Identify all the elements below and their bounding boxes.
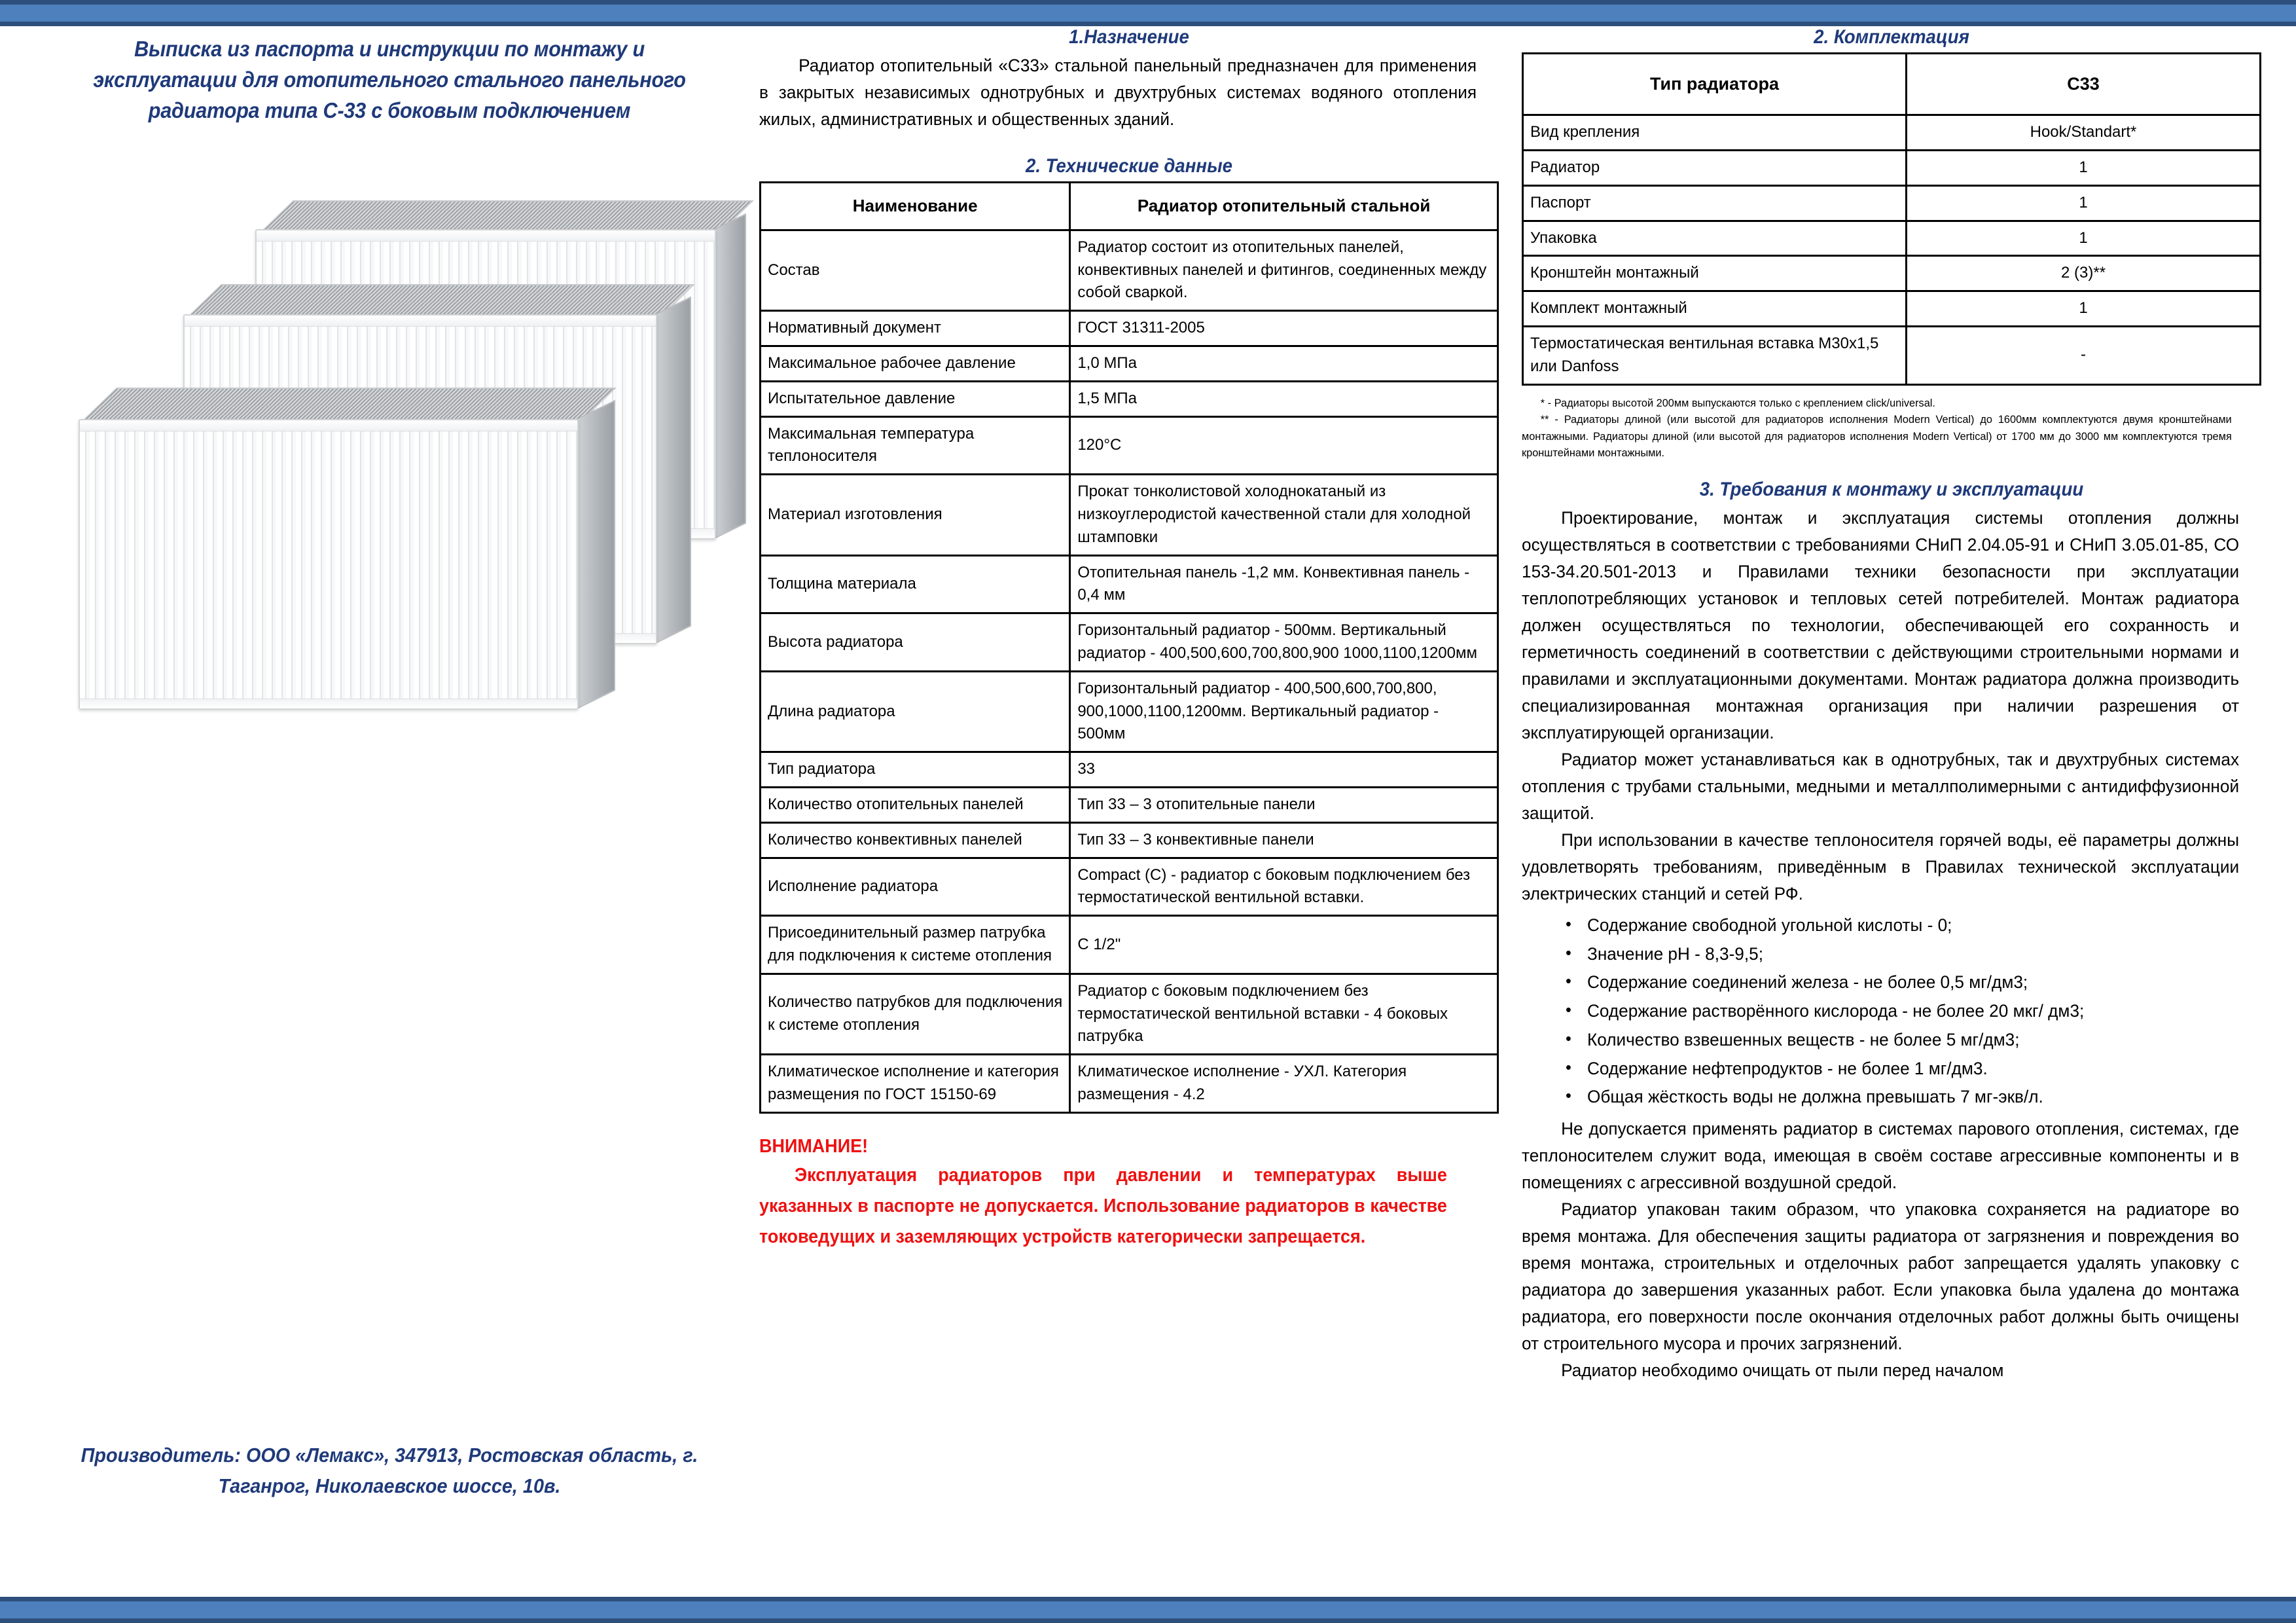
- list-item: • Общая жёсткость воды не должна превышать 7 мг-экв/л.: [1587, 1083, 2241, 1112]
- section-3-heading: 3. Требования к монтажу и эксплуатации: [1699, 478, 2084, 500]
- table-row: [761, 555, 1498, 613]
- table-row: [1523, 256, 2261, 291]
- tech-param-value: Прокат тонколистовой холоднокатаный из низкоуглеродистой качественной стали для холодной штамповки: [1070, 475, 1498, 555]
- footnote: * - Радиаторы высотой 200мм выпускаются только с креплением click/universal.: [1540, 396, 1935, 409]
- tech-param-name: Максимальная температура теплоносителя: [761, 416, 1070, 475]
- table-row: [761, 230, 1498, 310]
- tech-param-value: 33: [1070, 752, 1498, 788]
- table-row: [761, 787, 1498, 822]
- tech-param-name: Количество патрубков для подключения к системе отопления: [761, 974, 1070, 1054]
- kit-item-value: 1: [1907, 221, 2261, 256]
- body-paragraph: Радиатор упакован таким образом, что упаковка сохраняется на радиаторе во время монтажа. Для обеспечения защиты радиатора от загрязнения и повреждения во время монтажа, строительных и отделочных работ запрещается удалять упаковку с радиатора до завершения указанных работ. Если упаковка была удалена до монтажа радиатора, его поверхности после окончания отделочных работ должны быть очищены от строительного мусора и прочих загрязнений.: [1522, 1199, 2240, 1354]
- column-header-name: Наименование: [761, 183, 1070, 230]
- table-row: [761, 311, 1498, 346]
- tech-param-value: Горизонтальный радиатор - 400,500,600,700,800, 900,1000,1100,1200мм. Вертикальный радиатор - 500мм: [1070, 671, 1498, 752]
- table-row: [761, 416, 1498, 475]
- manufacturer-info: Производитель: ООО «Лемакс», 347913, Ростовская область, г. Таганрог, Николаевское шоссе, 10в.: [81, 1444, 698, 1497]
- complectation-footnotes: [1522, 395, 2232, 462]
- radiator-side-panel: [713, 213, 746, 539]
- kit-item-name: Радиатор: [1523, 150, 1907, 185]
- column-header-radiator-type: Тип радиатора: [1523, 54, 1907, 115]
- kit-item-name: Комплект монтажный: [1523, 291, 1907, 327]
- kit-item-value: 2 (3)**: [1907, 256, 2261, 291]
- bottom-bar-edge-lower: [0, 1618, 2296, 1623]
- list-item: • Количество взвешенных веществ - не более 5 мг/дм3;: [1587, 1026, 2241, 1055]
- table-row: [761, 613, 1498, 672]
- table-row: [1523, 115, 2261, 151]
- section-2-tech-heading: 2. Технические данные: [1025, 155, 1233, 177]
- body-paragraph: При использовании в качестве теплоносителя горячей воды, её параметры должны удовлетворять требованиям, приведённым в Правилах технической эксплуатации электрических станций и сетей РФ.: [1522, 830, 2240, 903]
- table-row: [761, 475, 1498, 555]
- list-item: • Содержание растворённого кислорода - не более 20 мкг/ дм3;: [1587, 997, 2241, 1026]
- table-row: [761, 858, 1498, 916]
- tech-param-value: 1,5 МПа: [1070, 381, 1498, 416]
- technical-data-table: [759, 181, 1499, 1114]
- tech-param-value: Горизонтальный радиатор - 500мм. Вертикальный радиатор - 400,500,600,700,800,900 1000,1100,1200мм: [1070, 613, 1498, 672]
- list-item: • Значение рН - 8,3-9,5;: [1587, 940, 2241, 969]
- kit-item-name: Упаковка: [1523, 221, 1907, 256]
- footnote: ** - Радиаторы длиной (или высотой для радиаторов исполнения Modern Vertical) до 1600мм комплектуются двумя кронштейнами монтажными. Радиаторы длиной (или высотой для радиаторов исполнения Modern Vertical) от 1700 мм до 3000 мм комплектуются тремя кронштейнами монтажными.: [1522, 413, 2232, 460]
- kit-item-name: Термостатическая вентильная вставка М30х1,5 или Danfoss: [1523, 326, 1907, 384]
- kit-item-name: Кронштейн монтажный: [1523, 256, 1907, 291]
- tech-param-name: Количество конвективных панелей: [761, 822, 1070, 858]
- page-title: Выписка из паспорта и инструкции по монтажу и эксплуатации для отопительного стального панельного радиатора типа С-33 с боковым подключением: [93, 37, 686, 122]
- table-row: [761, 974, 1498, 1054]
- table-row: [761, 1055, 1498, 1113]
- tech-param-value: 1,0 МПа: [1070, 346, 1498, 381]
- tech-param-value: Тип 33 – 3 отопительные панели: [1070, 787, 1498, 822]
- table-row: [761, 671, 1498, 752]
- body-paragraph: Радиатор необходимо очищать от пыли перед началом: [1561, 1360, 2004, 1381]
- radiator-side-panel: [655, 297, 691, 644]
- tech-param-name: Присоединительный размер патрубка для подключения к системе отопления: [761, 916, 1070, 974]
- tech-param-name: Климатическое исполнение и категория размещения по ГОСТ 15150-69: [761, 1055, 1070, 1113]
- tech-param-value: Отопительная панель -1,2 мм. Конвективная панель - 0,4 мм: [1070, 555, 1498, 613]
- tech-param-value: 120°С: [1070, 416, 1498, 475]
- top-bar-edge-upper: [0, 0, 2296, 5]
- column-header-c33: С33: [1907, 54, 2261, 115]
- tech-param-value: Радиатор с боковым подключением без термостатической вентильной вставки - 4 боковых патрубка: [1070, 974, 1498, 1054]
- body-paragraph: Радиатор может устанавливаться как в однотрубных, так и двухтрубных системах отопления с трубами стальными, медными и металлполимерными с антидиффузионной защитой.: [1522, 749, 2240, 823]
- table-row: [1523, 221, 2261, 256]
- table-row: [1523, 150, 2261, 185]
- table-row: [761, 916, 1498, 974]
- bottom-decorative-bar: [0, 1597, 2296, 1623]
- list-item: • Содержание нефтепродуктов - не более 1 мг/дм3.: [1587, 1055, 2241, 1084]
- tech-param-name: Высота радиатора: [761, 613, 1070, 672]
- tech-param-name: Количество отопительных панелей: [761, 787, 1070, 822]
- table-header-row: [761, 183, 1498, 230]
- body-paragraph: Не допускается применять радиатор в системах парового отопления, системах, где теплоносителем служит вода, имеющая в своём составе агрессивные компоненты и в помещениях с агрессивной воздушной средой.: [1522, 1119, 2240, 1193]
- warning-title: ВНИМАНИЕ!: [759, 1135, 869, 1157]
- column-header-value: Радиатор отопительный стальной: [1070, 183, 1498, 230]
- radiator-side-panel: [576, 400, 615, 710]
- section-1-heading: 1.Назначение: [1069, 26, 1189, 48]
- tech-param-name: Состав: [761, 230, 1070, 310]
- top-bar-edge-lower: [0, 22, 2296, 26]
- table-row: [761, 346, 1498, 381]
- tech-param-name: Нормативный документ: [761, 311, 1070, 346]
- complectation-table: [1522, 52, 2261, 386]
- kit-item-name: Вид крепления: [1523, 115, 1907, 151]
- middle-column: [759, 26, 1499, 1252]
- table-header-row: [1523, 54, 2261, 115]
- table-row: [1523, 291, 2261, 327]
- kit-item-value: -: [1907, 326, 2261, 384]
- warning-body: Эксплуатация радиаторов при давлении и температурах выше указанных в паспорте не допускается. Использование радиаторов в качестве токоведущих и заземляющих устройств категорически запрещается.: [759, 1164, 1447, 1247]
- radiator-panel-front: [79, 419, 576, 707]
- body-paragraph: Проектирование, монтаж и эксплуатация системы отопления должны осуществляться в соответствии с требованиями СНиП 2.04.05-91 и СНиП 3.05.01-85, СО 153-34.20.501-2013 и Правилами техники безопасности при эксплуатации теплопотребляющих установок и тепловых сетей потребителей. Монтаж радиатора должен осуществляться по технологии, обеспечивающей его сохранность и герметичность соединений в соответствии с действующими строительными нормами и правилами и эксплуатационными документами. Монтаж радиатора должна производить специализированная монтажная организация при наличии разрешения от эксплуатирующей организации.: [1522, 507, 2240, 742]
- kit-item-value: 1: [1907, 185, 2261, 221]
- tech-param-name: Длина радиатора: [761, 671, 1070, 752]
- list-item: • Содержание свободной угольной кислоты - 0;: [1587, 911, 2241, 940]
- kit-item-value: 1: [1907, 150, 2261, 185]
- tech-param-value: Радиатор состоит из отопительных панелей, конвективных панелей и фитингов, соединенных между собой сваркой.: [1070, 230, 1498, 310]
- section-2-kit-heading: 2. Комплектация: [1814, 26, 1969, 48]
- table-row: [1523, 185, 2261, 221]
- tech-param-name: Толщина материала: [761, 555, 1070, 613]
- right-column: [1522, 26, 2261, 1384]
- section-3-paragraphs: [1522, 505, 2261, 907]
- top-bar-band: [0, 5, 2296, 22]
- section-3-paragraphs-continued: [1522, 1116, 2261, 1384]
- table-row: [1523, 326, 2261, 384]
- section-1-body: Радиатор отопительный «С33» стальной панельный предназначен для применения в закрытых независимых однотрубных и двухтрубных системах водяного отопления жилых, административных и общественных зданий.: [759, 56, 1477, 130]
- tech-param-name: Тип радиатора: [761, 752, 1070, 788]
- kit-item-value: Hook/Standart*: [1907, 115, 2261, 151]
- top-decorative-bar: [0, 0, 2296, 26]
- table-row: [761, 752, 1498, 788]
- tech-param-value: Тип 33 – 3 конвективные панели: [1070, 822, 1498, 858]
- bottom-bar-edge-upper: [0, 1597, 2296, 1601]
- tech-param-name: Максимальное рабочее давление: [761, 346, 1070, 381]
- tech-param-name: Исполнение радиатора: [761, 858, 1070, 916]
- tech-param-value: Климатическое исполнение - УХЛ. Категория размещения - 4.2: [1070, 1055, 1498, 1113]
- tech-param-value: ГОСТ 31311-2005: [1070, 311, 1498, 346]
- kit-item-name: Паспорт: [1523, 185, 1907, 221]
- tech-param-name: Материал изготовления: [761, 475, 1070, 555]
- page-content: [0, 26, 2296, 1591]
- warning-block: [759, 1136, 1499, 1252]
- bottom-bar-band: [0, 1601, 2296, 1618]
- left-column: [39, 26, 740, 126]
- table-row: [761, 381, 1498, 416]
- tech-param-name: Испытательное давление: [761, 381, 1070, 416]
- list-item: • Содержание соединений железа - не более 0,5 мг/дм3;: [1587, 968, 2241, 997]
- table-row: [761, 822, 1498, 858]
- kit-item-value: 1: [1907, 291, 2261, 327]
- radiator-front-face: [79, 419, 579, 710]
- tech-param-value: С 1/2": [1070, 916, 1498, 974]
- tech-param-value: Compact (C) - радиатор с боковым подключением без термостатической вентильной вставки.: [1070, 858, 1498, 916]
- radiator-product-image: [59, 229, 740, 714]
- water-requirements-list: [1522, 911, 2261, 1112]
